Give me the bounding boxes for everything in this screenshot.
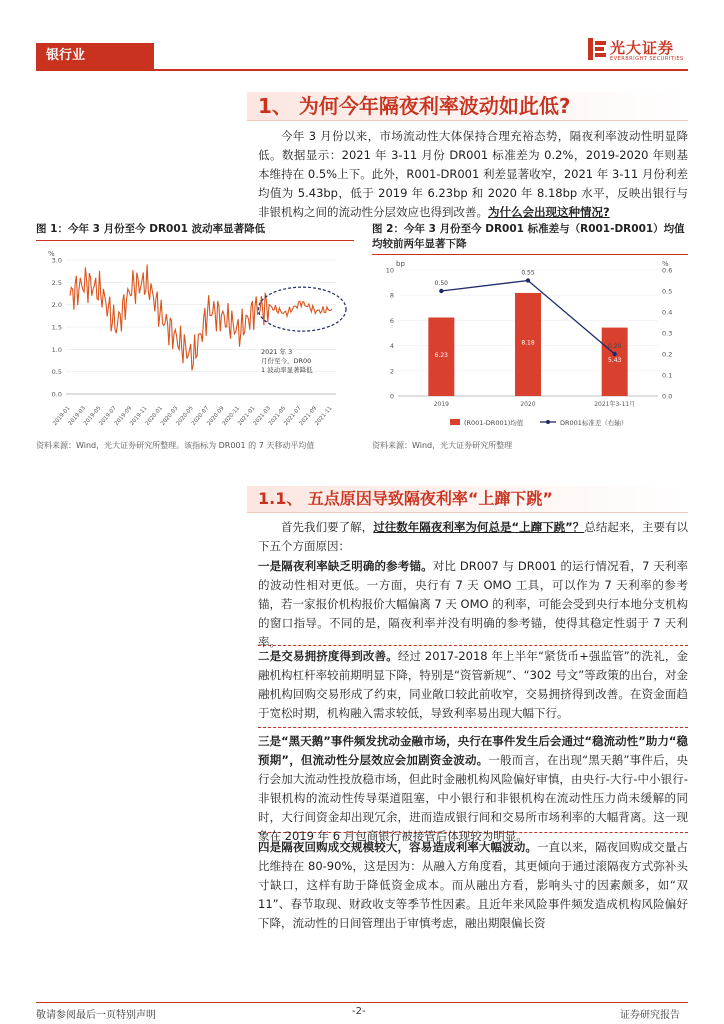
figure1-xtick-label: 2020-09 xyxy=(206,405,226,427)
figure2-title: 图 2：今年 3 月份至今 DR001 标准差与（R001-DR001）均值均较前两年显著下降 xyxy=(372,223,685,250)
figure2-line-point xyxy=(439,289,443,293)
section-intro-post: 总结起来，主要有以下五个方面原因： xyxy=(258,520,688,553)
figure2-right-tick: 0.0 xyxy=(662,392,673,401)
figure2-line-point xyxy=(526,278,530,282)
reason-2-body: 经过 2017-2018 年上半年“紧货币+强监管”的洗礼，金融机构杠杆率较前期明显下降，特别是“资管新规”、“302 号文”等政策的出台，对金融机构回购交易形成了约束，同业敞口较此前收窄，交易拥挤得到改善。在资金面趋于宽松时期，机构融入需求较低，导致利率易出现大幅下行。 xyxy=(258,649,689,720)
figure2-source: 资料来源：Wind，光大证券研究所整理 xyxy=(372,441,513,450)
figure2-right-unit: % xyxy=(662,260,669,268)
figure1-ytick-label: 0.5 xyxy=(51,368,62,377)
reason-4 xyxy=(258,838,688,933)
section-title: 1.1、 五点原因导致隔夜利率“上蹿下跳” xyxy=(258,489,553,508)
figure1-xtick-label: 2020-01 xyxy=(144,405,165,427)
figure1-xtick-label: 2019-09 xyxy=(113,405,134,427)
figure1-title: 图 1：今年 3 月份至今 DR001 波动率显著降低 xyxy=(36,223,266,235)
figure1-annotation-ellipse xyxy=(258,287,346,331)
figure1-annotation xyxy=(261,347,313,374)
figure2-left-unit: bp xyxy=(396,260,405,268)
intro-question: 为什么会出现这种情况? xyxy=(488,205,610,219)
figure1-xtick-label: 2020-05 xyxy=(175,405,195,427)
page-title: 1、 为何今年隔夜利率波动如此低? xyxy=(258,94,571,118)
reason-4-body: 一直以来，隔夜回购成交量占比维持在 80-90%，这是因为：从融入方角度看，其更倾向于通过滚隔夜方式弥补头寸缺口，这样有助于降低资金成本。而从融出方看，影响头寸的因素颇多，如“双 11”、春节取现、财政收支等季节性因素。且近年来风险事件频发造成机构风险偏好下降，流动性的日间管理出于审慎考虑，融出期限偏长资 xyxy=(258,840,688,930)
figure1-ytick-label: 1.0 xyxy=(51,345,62,354)
reason-1-body: 对比 DR007 与 DR001 的运行情况看，7 天利率的波动性相对更低。一方面，央行有 7 天 OMO 工具，可以作为 7 天利率的参考锚，若一家报价机构报价大幅偏离 7 天 OMO 的利率，可能会受到央行本地分支机构的窗口指导。不同的是，隔夜利率并没有明确的参考锚，使得其稳定性弱于 7 天利率。 xyxy=(258,559,689,649)
figure2-left-tick: 6 xyxy=(389,316,394,325)
figure2-line-label: 0.55 xyxy=(521,269,535,277)
figure1-chart xyxy=(36,244,354,434)
figure1-xtick-label: 2021-05 xyxy=(267,405,288,427)
figure2-right-tick: 0.6 xyxy=(662,266,673,275)
figure1-ytick-label: 1.5 xyxy=(51,323,62,332)
figure2-legend-line-marker xyxy=(546,420,550,424)
figure2-left-tick: 10 xyxy=(385,266,394,275)
figure2-xtick-label: 2021年3-11月 xyxy=(594,401,636,408)
figure2-left-tick: 8 xyxy=(389,291,394,300)
figure1-annotation-line: 月份至今，DR00 xyxy=(260,356,312,365)
logo-mark-icon xyxy=(588,38,606,60)
figure1-xtick-label: 2019-11 xyxy=(129,405,149,427)
figure2-xtick-label: 2020 xyxy=(520,401,536,408)
reason-3 xyxy=(258,732,688,843)
logo-text: 光大证券 xyxy=(610,39,675,57)
figure2-xtick-label: 2019 xyxy=(433,401,449,408)
figure2-line-label: 0.50 xyxy=(434,280,449,287)
figure1-xtick-label: 2021-03 xyxy=(252,405,272,427)
figure1-xtick-label: 2019-07 xyxy=(98,405,118,427)
figure1-xtick-label: 2021-11 xyxy=(314,405,334,427)
section-intro xyxy=(258,518,688,556)
figure1-ytick-label: 0.0 xyxy=(51,390,62,399)
figure2-bar-label: 6.23 xyxy=(434,351,449,359)
figure2-left-tick: 4 xyxy=(389,342,394,351)
header-rule xyxy=(36,69,688,71)
figure1-rule xyxy=(36,240,354,241)
figure2-legend-bar-label: (R001-DR001)均值 xyxy=(464,419,524,427)
intro-paragraph xyxy=(258,127,688,222)
figure2-right-tick: 0.3 xyxy=(662,329,673,338)
figure2-bar-label: 5.43 xyxy=(607,356,622,364)
figure2-right-tick: 0.2 xyxy=(662,350,673,359)
figure1-ytick-label: 2.0 xyxy=(51,301,62,310)
footer-rule xyxy=(36,1002,688,1003)
figure2-line-label: 0.20 xyxy=(607,343,622,350)
footer-disclaimer: 敬请参阅最后一页特别声明 xyxy=(36,1010,156,1021)
figure1-annotation-line: 1 波动率显著降低 xyxy=(260,365,313,374)
reason-2 xyxy=(258,647,688,728)
figure1-xtick-label: 2021-01 xyxy=(237,405,257,427)
figure2-left-tick: 0 xyxy=(389,392,394,401)
figure1-annotation-line: 2021 年 3 xyxy=(260,347,295,356)
intro-text: 今年 3 月份以来，市场流动性大体保持合理充裕态势，隔夜利率波动性明显降低。数据显示：2021 年 3-11 月份 DR001 标准差为 0.2%，2019-2020 年则基本维持在 0.5%上下。此外，R001-DR001 利差显著收窄，2021 年 3-11 月份利差均值为 5.43bp，低于 2019 年 6.23bp 和 2020 年 8.18bp 水平，反映出银行与非银机构之间的流动性分层效应也得到改善。 xyxy=(258,129,688,219)
figure1-xtick-label: 2021-09 xyxy=(298,405,319,427)
figure1-ytick-label: 2.5 xyxy=(51,278,62,287)
page-number: -2- xyxy=(352,1006,366,1017)
figure1-source: 资料来源：Wind，光大证券研究所整理。该指标为 DR001 的 7 天移动平均值 xyxy=(36,441,315,450)
reason-1-head: 一是隔夜利率缺乏明确的参考锚。 xyxy=(258,559,433,573)
figure2-right-tick: 0.5 xyxy=(662,287,673,296)
section-intro-question: 过往数年隔夜利率为何总是“上蹿下跳”？ xyxy=(373,520,585,534)
figure1-ytick-label: 3.0 xyxy=(51,256,62,265)
figure2-bar-label: 8.18 xyxy=(521,339,535,347)
figure2-legend-line-label: DR001标准差（右轴） xyxy=(560,419,628,427)
reason-3-body: 一般而言，在出现“黑天鹅”事件后，央行会加大流动性投放稳市场，但此时金融机构风险偏好审慎，由央行-大行-中小银行-非银机构的流动性传导渠道阻塞，中小银行和非银机构在流动性压力尚未缓解的同时，大行间资金却出现冗余，进而造成银行间和交易所市场利率的大幅背离。这一现象在 2019 年 6 月包商银行被接管后体现较为明显。 xyxy=(258,753,688,843)
figure1-xtick-label: 2020-07 xyxy=(190,405,211,427)
reason-4-head: 四是隔夜回购成交规模较大，容易造成利率大幅波动。 xyxy=(258,840,537,854)
reason-2-head: 二是交易拥挤度得到改善。 xyxy=(258,649,398,663)
section-tag: 银行业 xyxy=(36,43,154,69)
figure1-xtick-label: 2020-03 xyxy=(160,405,180,427)
figure1-xtick-label: 2019-05 xyxy=(82,405,103,427)
figure2-legend-bar-swatch xyxy=(450,419,460,425)
figure2-line-point xyxy=(612,352,616,356)
figure1-xtick-label: 2021-07 xyxy=(283,405,303,427)
figure1-xtick-label: 2019-03 xyxy=(67,405,87,427)
figure2-right-tick: 0.4 xyxy=(662,308,673,317)
figure2-left-tick: 2 xyxy=(389,367,394,376)
reason-3-head: 三是“黑天鹅”事件频发扰动金融市场，央行在事件发生后会通过“稳流动性”助力“稳预期”，但流动性分层效应会加剧资金波动。 xyxy=(258,734,688,767)
logo-subtext: EVERBRIGHT SECURITIES xyxy=(610,56,684,62)
figure1-unit-label: % xyxy=(48,250,55,258)
reason-1 xyxy=(258,557,689,649)
figure1-xtick-label: 2020-11 xyxy=(221,405,242,427)
figure2-right-tick: 0.1 xyxy=(662,371,673,380)
figure1-xtick-label: 2019-01 xyxy=(52,405,72,427)
figure2-chart xyxy=(372,256,688,436)
section-intro-pre: 首先我们要了解， xyxy=(281,520,374,534)
figure2-rule xyxy=(372,254,688,255)
footer-report-type: 证券研究报告 xyxy=(620,1010,680,1021)
